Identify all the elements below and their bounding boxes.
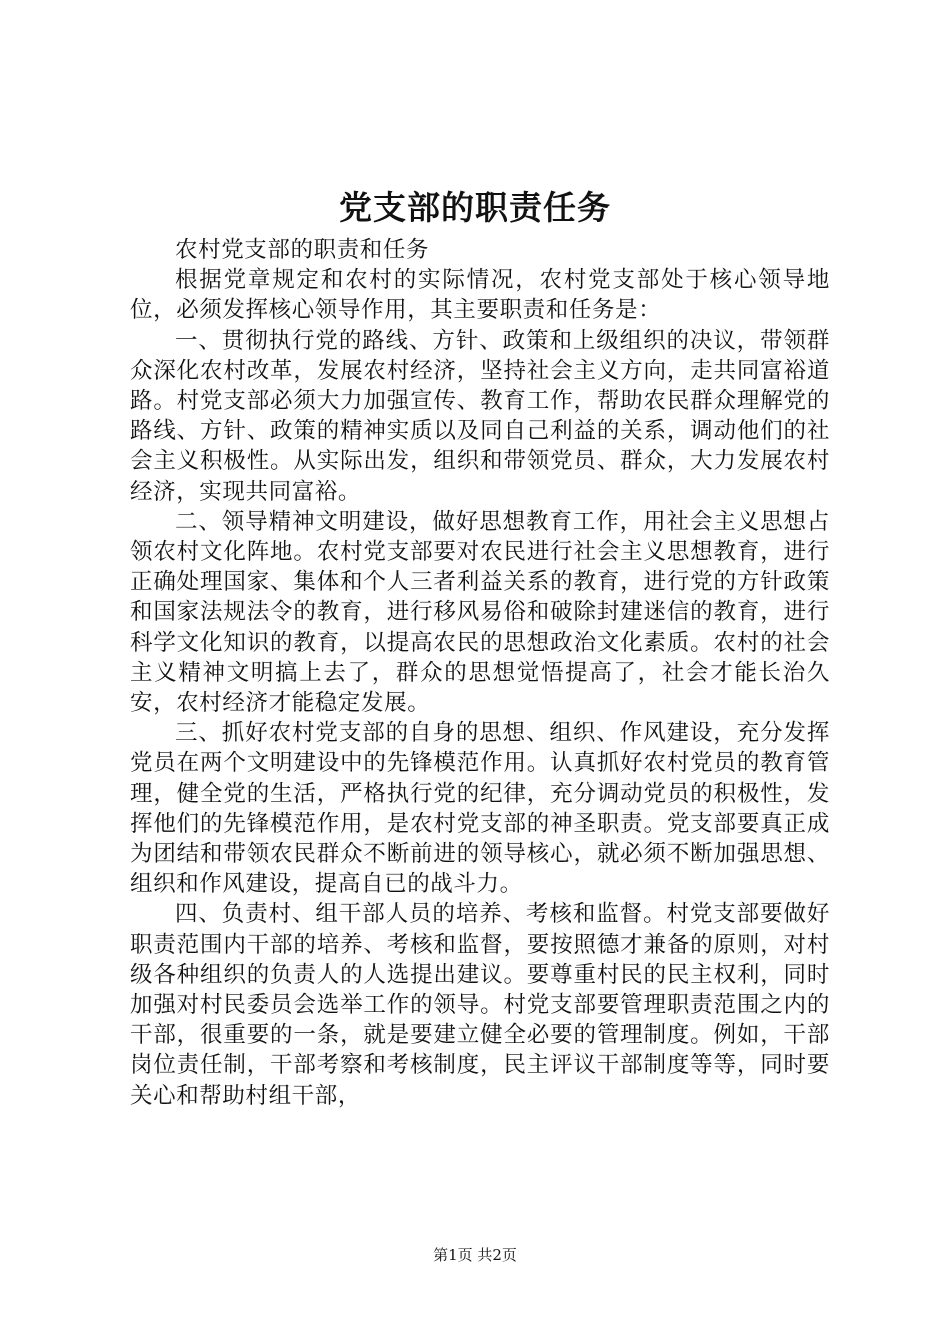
body-paragraph: 二、领导精神文明建设，做好思想教育工作，用社会主义思想占领农村文化阵地。农村党支部要对农民进行社会主义思想教育，进行正确处理国家、集体和个人三者利益关系的教育，进行党的方针政策和国家法规法令的教育，进行移风易俗和破除封建迷信的教育，进行科学文化知识的教育，以提高农民的思想政治文化素质。农村的社会主义精神文明搞上去了，群众的思想觉悟提高了，社会才能长治久安，农村经济才能稳定发展。: [130, 508, 830, 717]
body-paragraph: 农村党支部的职责和任务: [175, 237, 430, 263]
page-number-footer: 第1页 共2页: [433, 1246, 517, 1264]
document-body: [130, 235, 830, 1111]
body-paragraph: 三、抓好农村党支部的自身的思想、组织、作风建设，充分发挥党员在两个文明建设中的先锋模范作用。认真抓好农村党员的教育管理，健全党的生活，严格执行党的纪律，充分调动党员的积极性，发挥他们的先锋模范作用，是农村党支部的神圣职责。党支部要真正成为团结和带领农民群众不断前进的领导核心，就必须不断加强思想、组织和作风建设，提高自已的战斗力。: [130, 720, 830, 898]
body-paragraph: 四、负责村、组干部人员的培养、考核和监督。村党支部要做好职责范围内干部的培养、考核和监督，要按照德才兼备的原则，对村级各种组织的负责人的人选提出建议。要尊重村民的民主权利，同时加强对村民委员会选举工作的领导。村党支部要管理职责范围之内的干部，很重要的一条，就是要建立健全必要的管理制度。例如，干部岗位责任制，干部考察和考核制度，民主评议干部制度等等，同时要关心和帮助村组干部，: [130, 901, 830, 1109]
document-title: 党支部的职责任务: [339, 188, 611, 227]
body-paragraph: 一、贯彻执行党的路线、方针、政策和上级组织的决议，带领群众深化农村改革，发展农村经济，坚持社会主义方向，走共同富裕道路。村党支部必须大力加强宣传、教育工作，帮助农民群众理解党的路线、方针、政策的精神实质以及同自己利益的关系，调动他们的社会主义积极性。从实际出发，组织和带领党员、群众，大力发展农村经济，实现共同富裕。: [130, 327, 830, 505]
body-paragraph: 根据党章规定和农村的实际情况，农村党支部处于核心领导地位，必须发挥核心领导作用，其主要职责和任务是：: [130, 267, 830, 324]
